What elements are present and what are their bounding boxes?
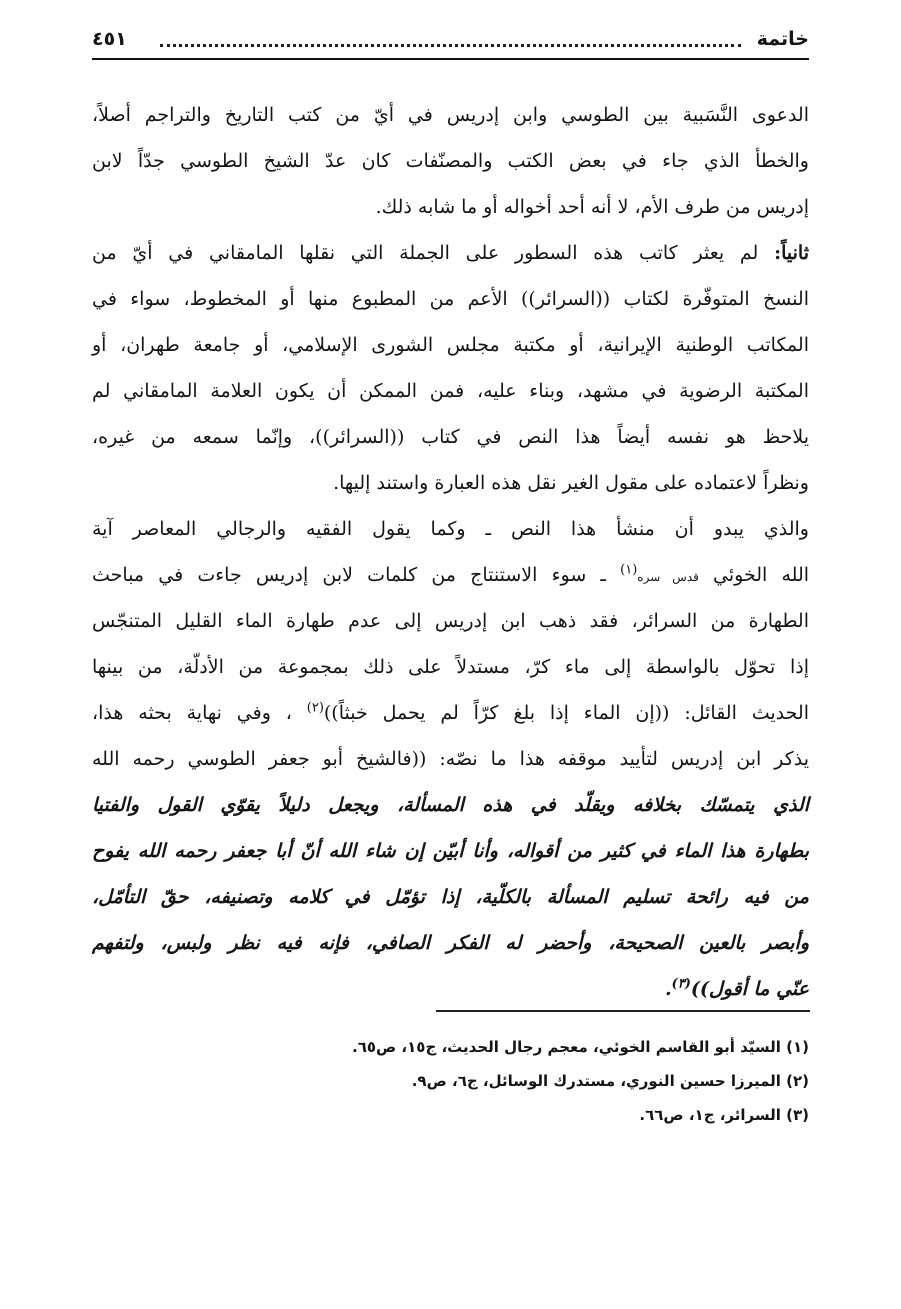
quote-line-with-note-3 <box>92 966 809 1012</box>
footnote-ref-2: (٢) <box>306 700 324 716</box>
text-line: الطهارة من السرائر، فقد ذهب ابن إدريس إلى عدم طهارة الماء القليل المتنجّس <box>92 610 809 632</box>
chapter-title: خاتمة <box>756 28 809 50</box>
footnote-separator <box>436 1010 810 1012</box>
footnotes <box>300 1030 809 1132</box>
text-segment: الحديث القائل: ((إن الماء إذا بلغ كرّاً لم يحمل خبثاً)) <box>323 702 809 724</box>
end-period: . <box>665 978 672 1000</box>
text-line-with-note-1 <box>92 552 809 598</box>
footnote-ref-1: (١) <box>620 562 638 578</box>
section-label: ثانياً: <box>774 242 809 264</box>
text-line: النسخ المتوفّرة لكتاب ((السرائر)) الأعم من المطبوع منها أو المخطوط، سواء في <box>92 288 809 310</box>
page-number: ٤٥١ <box>92 28 127 50</box>
header-rule <box>92 58 809 60</box>
text-line: والخطأ الذي جاء في بعض الكتب والمصنّفات كان عدّ الشيخ الطوسي جدّاً لابن <box>92 150 809 172</box>
text-segment: ، وفي نهاية بحثه هذا، <box>92 702 292 724</box>
text-segment: ـ سوء الاستنتاج من كلمات لابن إدريس جاءت في مباحث <box>92 564 606 586</box>
footnote-2: (٢) الميرزا حسين النوري، مستدرك الوسائل، ج٦، ص٩. <box>411 1072 809 1090</box>
text-line: إذا تحوّل بالواسطة إلى ماء كرّ، مستدلاً على ذلك بمجموعة من الأدلّة، من بينها <box>92 656 809 678</box>
running-header <box>92 22 809 62</box>
quote-line: من فيه رائحة تسليم المسألة بالكلّية، إذا تؤمّل في كلامه وتصنيفه، حقّ التأمّل، <box>92 886 809 908</box>
text-line: يلاحظ هو نفسه أيضاً هذا النص في كتاب ((السرائر))، وإنّما سمعه من غيره، <box>92 426 809 448</box>
text-segment: عنّي ما أقول)) <box>690 978 809 1000</box>
text-line: ثانياً: لم يعثر كاتب هذه السطور على الجملة التي نقلها المامقاني في أيّ من <box>92 242 809 264</box>
footnote-3: (٣) السرائر، ج١، ص٦٦. <box>639 1106 809 1124</box>
quote-line: بطهارة هذا الماء في كثير من أقواله، وأنا أبيّن إن شاء الله أنّ أبا جعفر رحمه الله يفوح <box>92 840 809 862</box>
text-segment: الله الخوئي <box>713 564 810 586</box>
honorific-mark: قدس سره$^{(١)}$ <box>620 562 699 584</box>
text-line: يذكر ابن إدريس لتأييد موقفه هذا ما نصّه: ((فالشيخ أبو جعفر الطوسي رحمه الله <box>92 748 809 770</box>
text-line-with-note-2 <box>92 690 809 736</box>
text-line: ونظراً لاعتماده على مقول الغير نقل هذه العبارة واستند إليها. <box>333 472 809 494</box>
text-line: الدعوى النَّسَبية بين الطوسي وابن إدريس في أيّ من كتب التاريخ والتراجم أصلاً، <box>92 104 809 126</box>
text-line: المكتبة الرضوية في مشهد، وبناء عليه، فمن الممكن أن يكون العلامة المامقاني لم <box>92 380 809 402</box>
quote-line: وأبصر بالعين الصحيحة، وأحضر له الفكر الصافي، فإنه فيه نظر ولبس، ولتفهم <box>92 932 809 954</box>
header-dot-leader <box>160 44 741 47</box>
quote-line: الذي يتمسّك بخلافه ويقلّد في هذه المسألة، ويجعل دليلاً يقوّي القول والفتيا <box>92 794 809 816</box>
text-line: المكاتب الوطنية الإيرانية، أو مكتبة مجلس الشورى الإسلامي، أو جامعة طهران، أو <box>92 334 809 356</box>
text-line: والذي يبدو أن منشأ هذا النص ـ وكما يقول الفقيه والرجالي المعاصر آية <box>92 518 809 540</box>
footnote-ref-3: (٣) <box>671 976 691 992</box>
text-line: إدريس من طرف الأم، لا أنه أحد أخواله أو ما شابه ذلك. <box>375 196 809 218</box>
footnote-1: (١) السيّد أبو القاسم الخوئي، معجم رجال الحديث، ج١٥، ص٦٥. <box>352 1038 809 1056</box>
main-text <box>92 92 809 1012</box>
